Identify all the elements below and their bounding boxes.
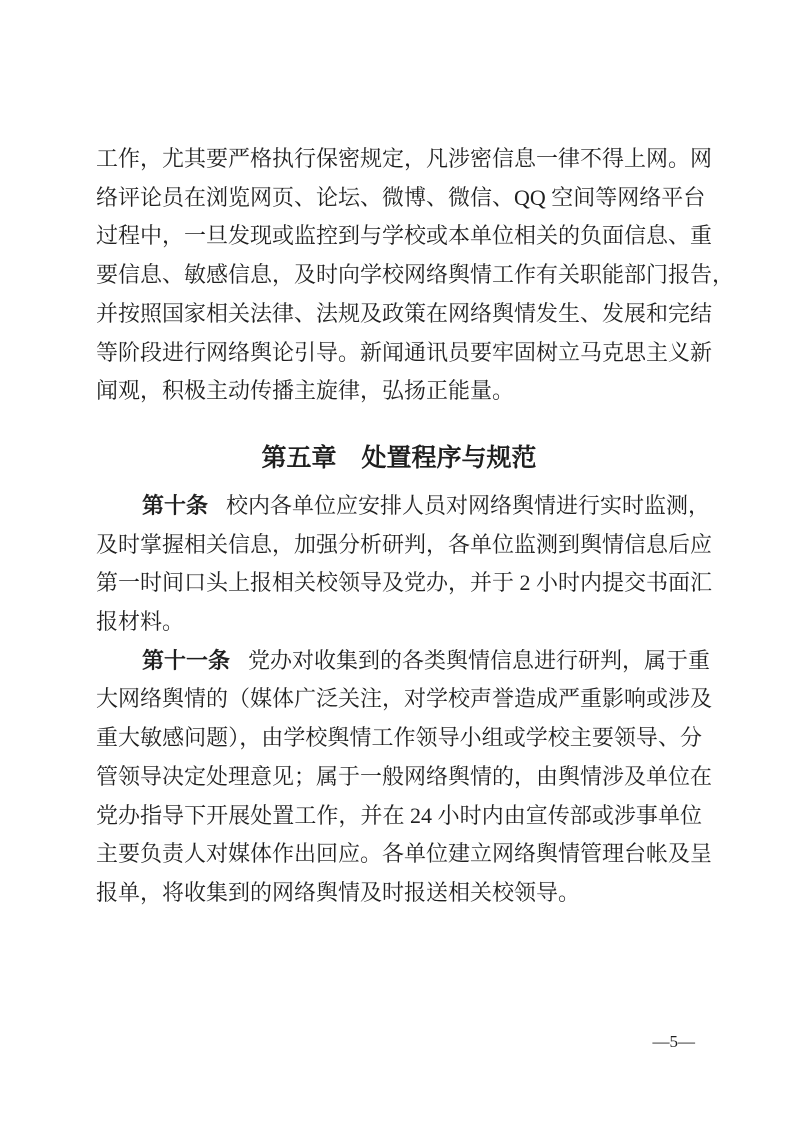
text-line: 过程中，一旦发现或监控到与学校或本单位相关的负面信息、重 — [96, 223, 713, 249]
text-line: 大网络舆情的（媒体广泛关注，对学校声誉造成严重影响或涉及 — [96, 686, 713, 712]
paragraph-continued — [96, 140, 735, 411]
text-line: 闻观，积极主动传播主旋律，弘扬正能量。 — [96, 378, 515, 404]
document-body — [96, 140, 735, 913]
article-10-paragraph — [96, 487, 713, 642]
text-line: 并按照国家相关法律、法规及政策在网络舆情发生、发展和完结 — [96, 300, 713, 326]
article-10-lines — [96, 526, 713, 642]
article-11-first-line — [96, 642, 711, 681]
article-10-number-label: 第十条 — [142, 492, 209, 518]
article-10-first-line-text: 校内各单位应安排人员对网络舆情进行实时监测， — [226, 492, 711, 518]
text-line: 第一时间口头上报相关校领导及党办，并于 2 小时内提交书面汇 — [96, 570, 713, 596]
article-11-lines — [96, 680, 713, 912]
text-line: 管领导决定处理意见；属于一般网络舆情的，由舆情涉及单位在 — [96, 763, 713, 789]
article-11-number-label: 第十一条 — [142, 647, 231, 673]
text-line: 及时掌握相关信息，加强分析研判，各单位监测到舆情信息后应 — [96, 531, 713, 557]
article-11-paragraph — [96, 642, 713, 913]
chapter-heading: 第五章 处置程序与规范 — [261, 443, 537, 472]
text-line: 党办指导下开展处置工作，并在 24 小时内由宣传部或涉事单位 — [96, 802, 702, 828]
text-line: 主要负责人对媒体作出回应。各单位建立网络舆情管理台帐及呈 — [96, 841, 713, 867]
text-line: 报单，将收集到的网络舆情及时报送相关校领导。 — [96, 879, 581, 905]
text-line: 等阶段进行网络舆论引导。新闻通讯员要牢固树立马克思主义新 — [96, 339, 713, 365]
text-line: 络评论员在浏览网页、论坛、微博、微信、QQ 空间等网络平台 — [96, 184, 706, 210]
text-line: 要信息、敏感信息，及时向学校网络舆情工作有关职能部门报告， — [96, 262, 735, 288]
text-line: 工作，尤其要严格执行保密规定，凡涉密信息一律不得上网。网 — [96, 146, 713, 171]
page-number: —5— — [652, 1032, 695, 1051]
article-11-first-line-text: 党办对收集到的各类舆情信息进行研判，属于重 — [248, 647, 711, 673]
text-line: 重大敏感问题），由学校舆情工作领导小组或学校主要领导、分 — [96, 725, 702, 751]
article-10-first-line — [96, 487, 711, 526]
text-line: 报材料。 — [96, 609, 185, 635]
